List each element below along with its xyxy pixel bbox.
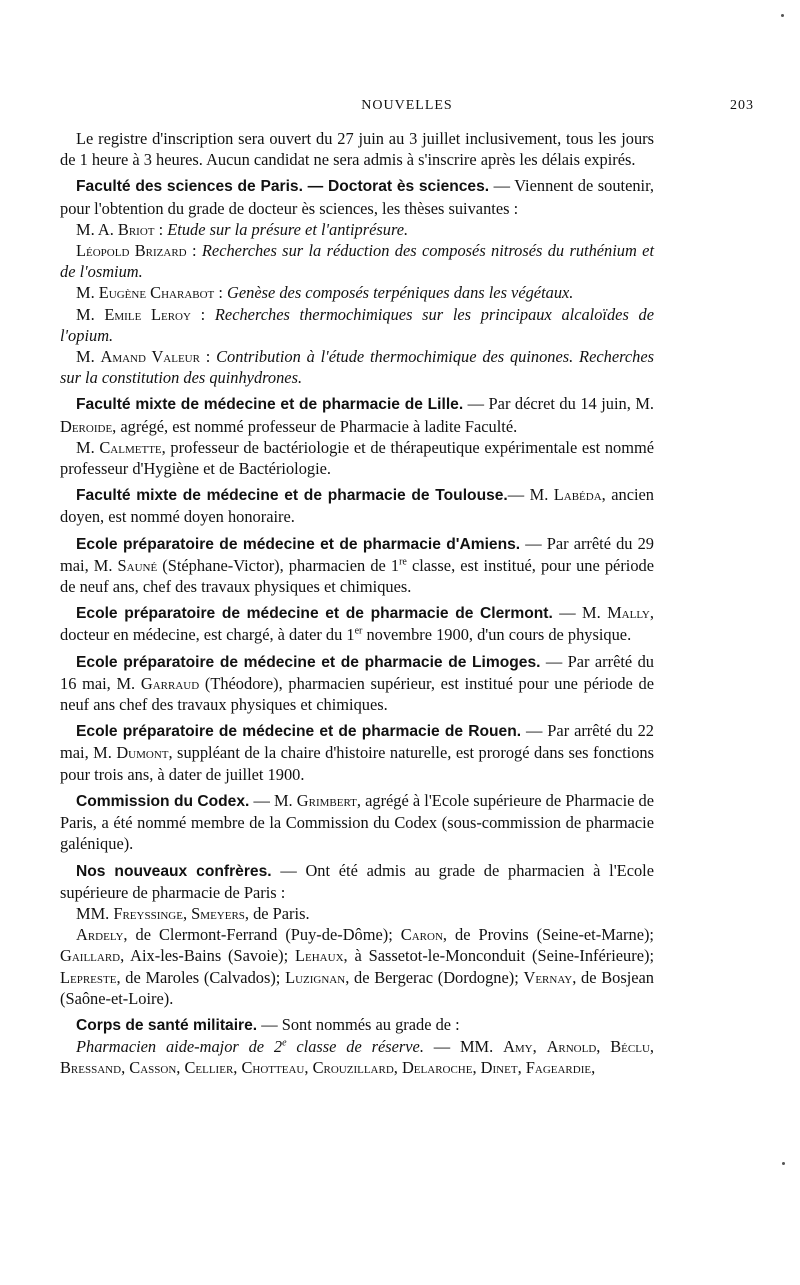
author-name: Léopold Brizard bbox=[76, 241, 187, 261]
person-name: Crouzillard bbox=[312, 1058, 394, 1078]
section-heading: Nos nouveaux confrères. bbox=[76, 862, 272, 880]
separator: , bbox=[649, 1037, 654, 1057]
paragraph-registration bbox=[60, 128, 654, 170]
paragraph-text: (Stéphane-Victor), pharmacien de 1 bbox=[157, 555, 400, 575]
person-name: Sauné bbox=[117, 555, 158, 575]
separator: , bbox=[304, 1058, 313, 1078]
separator: : bbox=[186, 241, 202, 261]
person-name: Grimbert bbox=[296, 790, 357, 810]
page-number: 203 bbox=[730, 98, 754, 113]
paragraph-calmette bbox=[60, 437, 654, 479]
rank-text: classe de réserve. bbox=[286, 1037, 424, 1057]
person-name: Dinet bbox=[480, 1058, 518, 1078]
separator: : bbox=[190, 304, 215, 324]
author-name: Emile Leroy bbox=[104, 304, 191, 324]
paragraph-text: — Par arrêté du 16 mai, M. bbox=[60, 651, 654, 693]
person-name: Caron bbox=[400, 925, 443, 945]
paragraph-doctorate bbox=[60, 175, 654, 218]
separator: , bbox=[121, 1058, 130, 1078]
paragraph-text: , suppléant de la chaire d'histoire naturelle, est prorogé dans ses fonctions pour trois ans, à dater de juillet 1900. bbox=[60, 743, 654, 784]
separator: , bbox=[176, 1058, 185, 1078]
thesis-title: Etude sur la présure et l'antiprésure. bbox=[167, 219, 409, 239]
paragraph-text: — MM. bbox=[423, 1037, 504, 1057]
section-heading: Ecole préparatoire de médecine et de pharmacie d'Amiens. bbox=[76, 535, 521, 553]
section-heading: Faculté mixte de médecine et de pharmacie de Lille. bbox=[76, 396, 464, 414]
person-name: Casson bbox=[129, 1058, 177, 1078]
person-name: Garraud bbox=[140, 673, 200, 693]
person-name: Delaroche bbox=[401, 1058, 473, 1078]
separator: : bbox=[214, 283, 228, 303]
page-body bbox=[60, 128, 654, 1079]
paragraph-province-names bbox=[60, 924, 654, 1009]
paragraph-confreres bbox=[60, 860, 654, 903]
paragraph-lille bbox=[60, 393, 654, 436]
name-prefix: M. bbox=[76, 347, 101, 367]
paragraph-text: — Viennent de soutenir, pour l'obtention du grade de docteur ès sciences, les thèses suivantes : bbox=[60, 176, 654, 218]
paragraph-clermont bbox=[60, 602, 654, 645]
person-name: Vernay bbox=[523, 967, 573, 987]
paragraph-military bbox=[60, 1014, 654, 1036]
thesis-item bbox=[60, 240, 654, 282]
person-name: Lehaux bbox=[295, 946, 344, 966]
separator: , bbox=[591, 1058, 596, 1078]
person-name: Luzignan bbox=[285, 967, 346, 987]
name-prefix: M. A. bbox=[76, 219, 118, 239]
paragraph-text: , professeur de bactériologie et de thérapeutique expérimentale est nommé professeur d'Hygiène et de Bactériologie. bbox=[60, 437, 654, 479]
thesis-item bbox=[60, 346, 654, 388]
place-text: , de Clermont-Ferrand (Puy-de-Dôme); bbox=[123, 925, 401, 945]
paragraph-text: , de Paris. bbox=[244, 903, 310, 923]
section-heading: Faculté des sciences de Paris. — Doctorat ès sciences. bbox=[76, 178, 490, 196]
section-heading: Corps de santé militaire. bbox=[76, 1016, 258, 1034]
separator: : bbox=[154, 219, 168, 239]
paragraph-text: novembre 1900, d'un cours de physique. bbox=[362, 625, 632, 645]
person-name: Smeyers bbox=[191, 903, 245, 923]
person-name: Cellier bbox=[184, 1058, 234, 1078]
person-name: Chotteau bbox=[241, 1058, 305, 1078]
paragraph-text: Le registre d'inscription sera ouvert du 27 juin au 3 juillet inclusivement, tous les jours de 1 heure à 3 heures. Aucun candidat ne sera admis à s'inscrire après les délais expirés. bbox=[60, 129, 654, 170]
person-name: Arnold bbox=[546, 1037, 597, 1057]
person-name: Lepreste bbox=[60, 967, 117, 987]
paragraph-text: , agrégé, est nommé professeur de Pharmacie à ladite Faculté. bbox=[112, 416, 518, 436]
superscript: re bbox=[399, 556, 407, 568]
separator: , bbox=[532, 1037, 547, 1057]
paragraph-codex bbox=[60, 790, 654, 855]
place-text: , de Bosjean (Saône-et-Loire). bbox=[60, 967, 654, 1008]
person-name: Deroide bbox=[60, 416, 113, 436]
person-name: Ardely bbox=[76, 925, 124, 945]
author-name: Amand Valeur bbox=[100, 347, 200, 367]
paragraph-text: — M. bbox=[249, 790, 297, 810]
separator: , bbox=[596, 1037, 611, 1057]
thesis-title: Contribution à l'étude thermochimique des quinones. Recherches sur la constitution des quinhydrones. bbox=[60, 347, 654, 388]
section-heading: Ecole préparatoire de médecine et de pharmacie de Clermont. bbox=[76, 605, 553, 623]
section-heading: Faculté mixte de médecine et de pharmacie de Toulouse. bbox=[76, 487, 508, 505]
paragraph-text: , docteur en médecine, est chargé, à dater du 1 bbox=[60, 603, 654, 645]
thesis-item bbox=[60, 282, 654, 303]
person-name: Labéda bbox=[553, 485, 602, 505]
paragraph-text: — M. bbox=[552, 603, 608, 623]
paragraph-amiens bbox=[60, 533, 654, 598]
paragraph-rouen bbox=[60, 720, 654, 785]
person-name: Amy bbox=[503, 1037, 533, 1057]
thesis-title: Recherches sur la réduction des composés nitrosés du ruthénium et de l'osmium. bbox=[60, 241, 655, 282]
place-text: , de Provins (Seine-et-Marne); bbox=[442, 925, 654, 945]
place-text: , Aix-les-Bains (Savoie); bbox=[120, 946, 295, 966]
paragraph-text: — Par décret du 14 juin, M. bbox=[463, 394, 654, 414]
separator: , bbox=[393, 1058, 402, 1078]
name-prefix: M. bbox=[76, 437, 100, 457]
person-name: Mally bbox=[607, 603, 650, 623]
running-title: NOUVELLES bbox=[361, 98, 453, 113]
paragraph-text: (Théodore), pharmacien supérieur, est institué pour une période de neuf ans chef des travaux physiques et chimiques. bbox=[60, 673, 654, 715]
name-prefix: M. bbox=[76, 304, 105, 324]
thesis-title: Genèse des composés terpéniques dans les végétaux. bbox=[227, 283, 574, 303]
place-text: , de Bergerac (Dordogne); bbox=[345, 967, 524, 987]
paragraph-paris-names bbox=[60, 903, 654, 924]
person-name: Bressand bbox=[60, 1058, 122, 1078]
author-name: Eugène Charabot bbox=[98, 283, 215, 303]
paragraph-military-names bbox=[60, 1036, 654, 1078]
paragraph-text: , agrégé à l'Ecole supérieure de Pharmacie de Paris, a été nommé membre de la Commission du Codex (sous-commission de pharmacie galénique). bbox=[60, 790, 654, 854]
section-heading: Ecole préparatoire de médecine et de pharmacie de Limoges. bbox=[76, 653, 541, 671]
section-heading: Commission du Codex. bbox=[76, 792, 250, 810]
paragraph-text: classe, est institué, pour une période de neuf ans, chef des travaux physiques et chimiques. bbox=[60, 555, 654, 597]
place-text: , de Maroles (Calvados); bbox=[116, 967, 286, 987]
name-prefix: MM. bbox=[76, 903, 114, 923]
author-name: Briot bbox=[117, 219, 155, 239]
separator: , bbox=[182, 903, 192, 923]
person-name: Fageardie bbox=[525, 1058, 592, 1078]
name-prefix: M. bbox=[76, 283, 99, 303]
thesis-item bbox=[60, 219, 654, 240]
section-heading: Ecole préparatoire de médecine et de pharmacie de Rouen. bbox=[76, 723, 522, 741]
paragraph-limoges bbox=[60, 651, 654, 716]
paragraph-text: — Par arrêté du 22 mai, M. bbox=[60, 721, 654, 763]
print-speck bbox=[782, 1162, 785, 1165]
person-name: Béclu bbox=[610, 1037, 650, 1057]
separator: : bbox=[199, 347, 217, 367]
person-name: Freyssinge bbox=[113, 903, 183, 923]
thesis-title: Recherches thermochimiques sur les principaux alcaloïdes de l'opium. bbox=[60, 304, 654, 345]
separator: , bbox=[233, 1058, 242, 1078]
separator: , bbox=[517, 1058, 526, 1078]
paragraph-text: — Sont nommés au grade de : bbox=[257, 1014, 460, 1034]
superscript: er bbox=[354, 626, 363, 637]
paragraph-text: — Ont été admis au grade de pharmacien à l'Ecole supérieure de pharmacie de Paris : bbox=[60, 860, 654, 902]
paragraph-text: , ancien doyen, est nommé doyen honoraire. bbox=[60, 485, 654, 527]
person-name: Calmette bbox=[99, 437, 162, 457]
person-name: Dumont bbox=[116, 743, 169, 763]
place-text: , à Sassetot-le-Monconduit (Seine-Inférieure); bbox=[343, 946, 654, 966]
page-header bbox=[60, 98, 754, 118]
paragraph-toulouse bbox=[60, 484, 654, 527]
print-speck bbox=[781, 14, 784, 17]
paragraph-text: — M. bbox=[507, 485, 554, 505]
thesis-item bbox=[60, 304, 654, 346]
separator: , bbox=[472, 1058, 481, 1078]
rank-text: Pharmacien aide-major de 2 bbox=[76, 1037, 283, 1057]
person-name: Gaillard bbox=[60, 946, 121, 966]
superscript: e bbox=[282, 1037, 287, 1049]
paragraph-text: — Par arrêté du 29 mai, M. bbox=[60, 533, 654, 575]
